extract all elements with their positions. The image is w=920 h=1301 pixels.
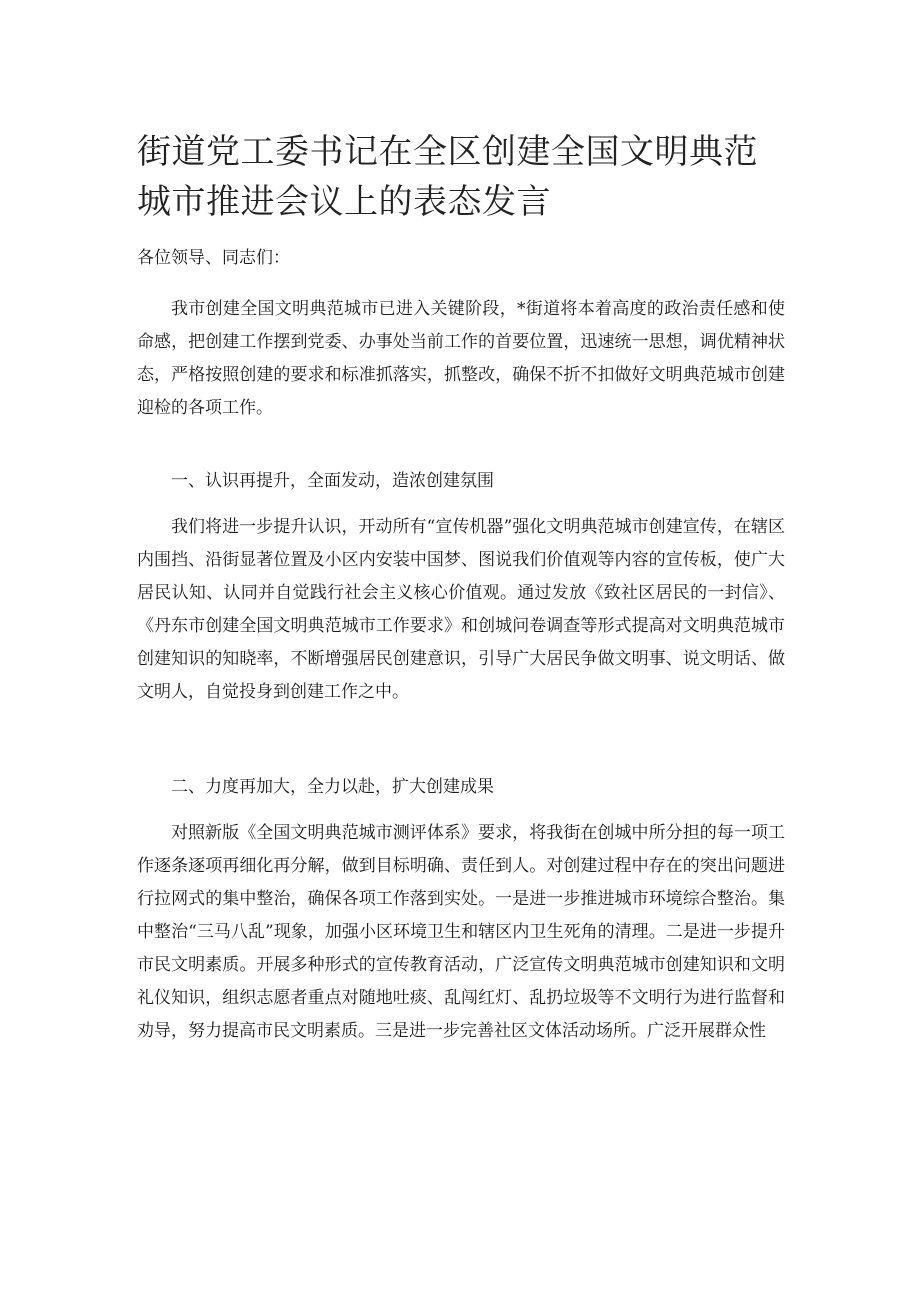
section-heading-2: 二、力度再加大，全力以赴，扩大创建成果 [171, 777, 494, 797]
salutation: 各位领导、同志们： [137, 248, 290, 268]
section-heading-1: 一、认识再提升，全面发动，造浓创建氛围 [171, 471, 494, 491]
section-2-paragraph: 对照新版《全国文明典范城市测评体系》要求，将我街在创城中所分担的每一项工作逐条逐项再细化再分解，做到目标明确、责任到人。对创建过程中存在的突出问题进行拉网式的集中整治，确保各项工作落到实处。一是进一步推进城市环境综合整治。集中整治“三马八乱”现象，加强小区环境卫生和辖区内卫生死角的清理。二是进一步提升市民文明素质。开展多种形式的宣传教育活动，广泛宣传文明典范城市创建知识和文明礼仪知识，组织志愿者重点对随地吐痰、乱闯红灯、乱扔垃圾等不文明行为进行监督和劝导，努力提高市民文明素质。三是进一步完善社区文体活动场所。广泛开展群众性 [137, 823, 785, 1041]
section-1-paragraph: 我们将进一步提升认识，开动所有“宣传机器”强化文明典范城市创建宣传，在辖区内围挡、沿街显著位置及小区内安装中国梦、图说我们价值观等内容的宣传板，使广大居民认知、认同并自觉践行社会主义核心价值观。通过发放《致社区居民的一封信》、《丹东市创建全国文明典范城市工作要求》和创城问卷调查等形式提高对文明典范城市创建知识的知晓率，不断增强居民创建意识，引导广大居民争做文明事、说文明话、做文明人，自觉投身到创建工作之中。 [137, 517, 785, 702]
document-title: 街道党工委书记在全区创建全国文明典范城市推进会议上的表态发言 [137, 132, 758, 222]
intro-paragraph: 我市创建全国文明典范城市已进入关键阶段，*街道将本着高度的政治责任感和使命感，把创建工作摆到党委、办事处当前工作的首要位置，迅速统一思想，调优精神状态，严格按照创建的要求和标准抓落实，抓整改，确保不折不扣做好文明典范城市创建迎检的各项工作。 [137, 299, 785, 418]
